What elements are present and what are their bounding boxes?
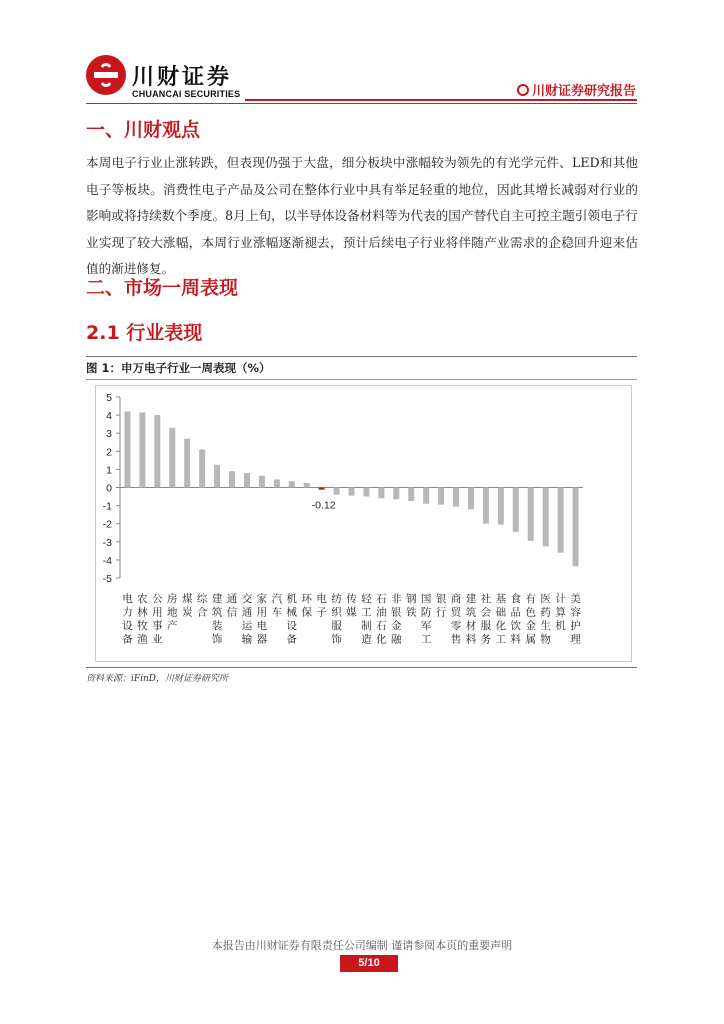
bar-18 (393, 488, 399, 500)
category-label: 社会服务 (480, 593, 492, 646)
bar-28 (543, 488, 549, 547)
category-label: 建筑材料 (465, 593, 477, 646)
bar-13 (319, 488, 325, 490)
bar-1 (139, 412, 145, 487)
section-title-viewpoint: 一、川财观点 (86, 119, 201, 141)
bar-26 (513, 488, 519, 532)
bar-17 (378, 488, 384, 499)
logo-text-en: CHUANCAI SECURITIES (132, 89, 241, 99)
figure-source: 资料来源：iFinD，川财证券研究所 (86, 674, 229, 684)
y-tick-label: 5 (106, 392, 112, 404)
y-tick-label: -4 (102, 554, 112, 567)
category-label: 有色金属 (525, 593, 536, 646)
y-tick-label: 2 (106, 446, 112, 459)
bar-6 (214, 465, 220, 488)
category-label: 公用事业 (152, 593, 163, 646)
category-label: 电力设备 (122, 593, 133, 646)
category-label: 综合 (196, 593, 208, 619)
bar-23 (468, 488, 474, 510)
category-label: 商贸零售 (450, 593, 462, 646)
bar-14 (334, 488, 340, 495)
figure-title: 图 1：申万电子行业一周表现（%） (86, 361, 271, 375)
category-label: 电子 (316, 593, 327, 619)
y-tick-label: -2 (102, 518, 112, 531)
bar-20 (423, 488, 429, 504)
category-label: 石油石化 (376, 593, 387, 646)
bar-8 (244, 473, 250, 487)
category-label: 银行 (435, 593, 447, 619)
data-label-electronics: -0.12 (311, 499, 336, 512)
y-tick-label: 4 (106, 410, 112, 423)
bar-5 (199, 449, 205, 487)
category-label: 机械设备 (286, 593, 298, 646)
bar-4 (184, 439, 190, 488)
category-label: 医药生物 (540, 593, 551, 646)
bar-10 (274, 479, 280, 487)
bar-21 (438, 488, 444, 505)
category-label: 非银金融 (391, 593, 402, 646)
y-tick-label: 3 (106, 428, 112, 441)
category-label: 通信 (226, 593, 238, 619)
category-label: 农林牧渔 (137, 593, 148, 646)
report-label-text: 川财证券研究报告 (531, 84, 636, 99)
category-label: 环保 (301, 593, 312, 619)
category-label: 轻工制造 (361, 593, 372, 646)
bar-0 (124, 411, 130, 487)
viewpoint-paragraph: 本周电子行业止涨转跌，但表现仍强于大盘，细分板块中涨幅较为领先的有光学元件、LED和其他电子等板块。消费性电子产品及公司在整体行业中具有举足轻重的地位，因此其增长减弱对行业的影响或将持续数个季度。8月上旬，以半导体设备材料等为代表的国产替代自主可控主题引领电子行业实现了较大涨幅，本周行业涨幅逐渐褪去，预计后续电子行业将伴随产业需求的企稳回升迎来估值的渐进修复。 (86, 155, 638, 276)
bar-19 (408, 488, 414, 502)
bar-2 (154, 415, 160, 487)
category-label: 交通运输 (241, 593, 253, 646)
section-title-market: 二、市场一周表现 (86, 277, 239, 299)
bar-22 (453, 488, 459, 507)
bar-24 (483, 488, 489, 524)
logo-text-cn: 川财证券 (132, 65, 233, 90)
y-tick-label: -5 (102, 573, 112, 585)
bar-29 (558, 488, 564, 553)
category-label: 基础化工 (495, 593, 507, 646)
category-label: 汽车 (271, 593, 283, 619)
bar-12 (304, 483, 310, 488)
bar-11 (289, 481, 295, 487)
category-label: 钢铁 (405, 593, 417, 619)
category-label: 国防军工 (420, 593, 432, 646)
bar-9 (259, 476, 265, 488)
bar-3 (169, 428, 175, 488)
bar-27 (528, 488, 534, 541)
category-label: 纺织服饰 (331, 593, 342, 646)
category-label: 计算机 (555, 593, 566, 632)
bar-30 (573, 488, 579, 567)
page-number: 5/10 (340, 955, 398, 972)
bar-25 (498, 488, 504, 525)
bar-15 (349, 488, 355, 496)
category-label: 煤炭 (181, 593, 193, 619)
footer-disclaimer: 本报告由川财证券有限责任公司编制 谨请参阅本页的重要声明 (211, 939, 513, 952)
bar-16 (363, 488, 369, 497)
category-label: 家用电器 (256, 593, 268, 646)
category-label: 房地产 (167, 593, 178, 632)
bar-7 (229, 471, 235, 487)
figure-rule-bottom (86, 667, 637, 668)
y-tick-label: 1 (106, 464, 112, 477)
category-label: 建筑装饰 (211, 593, 223, 646)
category-label: 传媒 (346, 593, 357, 619)
y-tick-label: 0 (106, 482, 112, 495)
y-tick-label: -1 (102, 500, 112, 513)
category-label: 食品饮料 (510, 593, 522, 646)
category-label: 美容护理 (570, 593, 581, 646)
y-tick-label: -3 (102, 536, 112, 549)
section-title-industry: 2.1 行业表现 (86, 322, 203, 344)
